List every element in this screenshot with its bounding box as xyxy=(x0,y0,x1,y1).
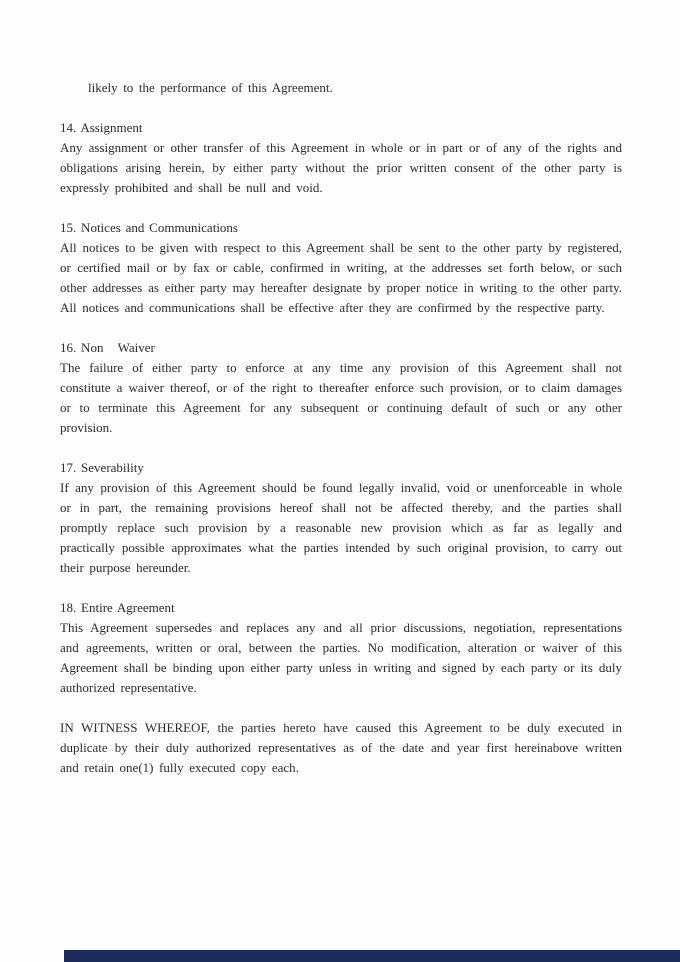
section-body: If any provision of this Agreement should be found legally invalid, void or unenforceable in whole or in part, the remaining provisions hereof shall not be affected thereby, and the parties shall promptly replace such provision by a reasonable new provision which as far as legally and practically possible approximates what the parties intended by such original provision, to carry out their purpose hereunder. xyxy=(60,480,622,575)
section-notices-and-communications xyxy=(60,218,622,318)
footer-bar xyxy=(64,950,680,962)
section-body: This Agreement supersedes and replaces any and all prior discussions, negotiation, representations and agreements, written or oral, between the parties. No modification, alteration or waiver of this Agreement shall be binding upon either party unless in writing and signed by each party or its duly authorized representative. xyxy=(60,620,622,695)
section-body: The failure of either party to enforce at any time any provision of this Agreement shall not constitute a waiver thereof, or of the right to thereafter enforce such provision, or to claim damages or to terminate this Agreement for any subsequent or continuing default of such or any other provision. xyxy=(60,360,622,435)
witness-clause: IN WITNESS WHEREOF, the parties hereto have caused this Agreement to be duly executed in duplicate by their duly authorized representatives as of the date and year first hereinabove written and retain one(1) fully executed copy each. xyxy=(60,720,622,775)
section-heading: 14. Assignment xyxy=(60,120,143,135)
section-heading: 17. Severability xyxy=(60,460,144,475)
section-body: All notices to be given with respect to this Agreement shall be sent to the other party by registered, or certified mail or by fax or cable, confirmed in writing, at the addresses set forth below, or such other addresses as either party may hereafter designate by proper notice in writing to the other party. All notices and communications shall be effective after they are confirmed by the respective party. xyxy=(60,240,622,315)
section-entire-agreement xyxy=(60,598,622,698)
section-body: Any assignment or other transfer of this Agreement in whole or in part or of any of the rights and obligations arising herein, by either party without the prior written consent of the other party is expressly prohibited and shall be null and void. xyxy=(60,140,622,195)
section-severability xyxy=(60,458,622,578)
section-heading: 16. Non Waiver xyxy=(60,340,155,355)
section-heading: 15. Notices and Communications xyxy=(60,220,238,235)
section-assignment xyxy=(60,118,622,198)
section-non-waiver xyxy=(60,338,622,438)
section-heading: 18. Entire Agreement xyxy=(60,600,175,615)
continuation-line: likely to the performance of this Agreement. xyxy=(88,80,333,95)
